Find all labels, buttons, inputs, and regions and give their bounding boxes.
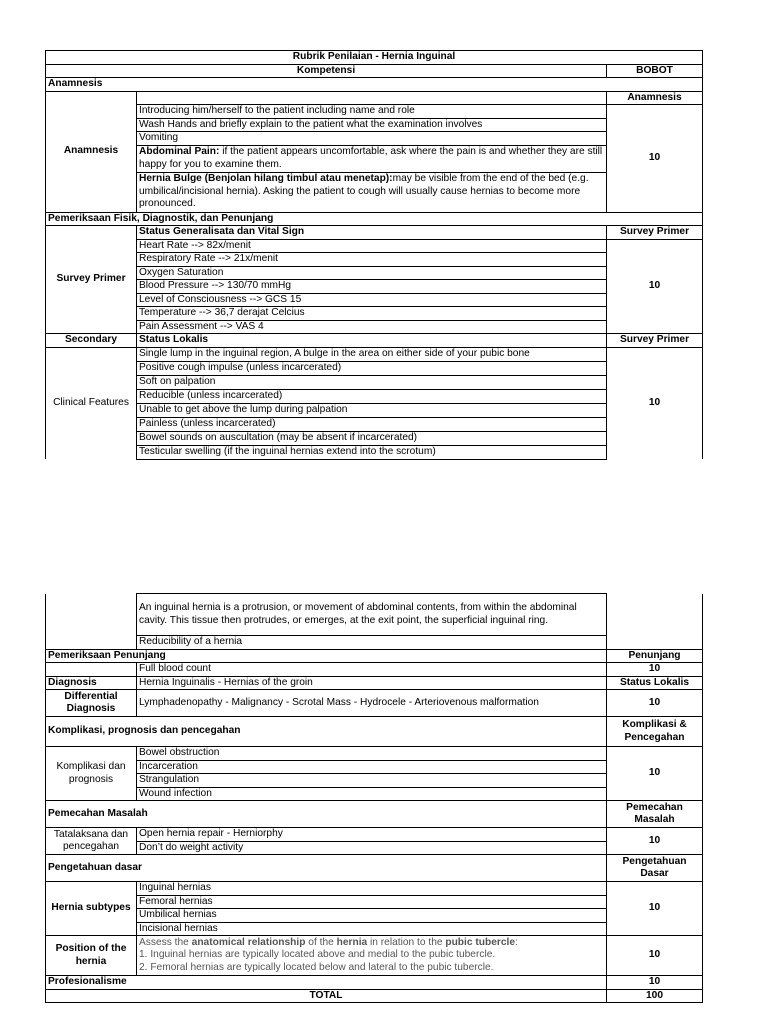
list-item: Painless (unless incarcerated) xyxy=(137,417,607,431)
score-clinical: 10 xyxy=(607,347,703,459)
table-title: Rubrik Penilaian - Hernia Inguinal xyxy=(46,51,703,65)
rubric-table-page1 xyxy=(45,50,703,460)
abdominal-pain-label: Abdominal Pain: xyxy=(139,146,220,157)
list-item: Respiratory Rate --> 21x/menit xyxy=(137,253,607,267)
list-item: Unable to get above the lump during palpation xyxy=(137,403,607,417)
continued-group-cell xyxy=(46,594,137,650)
list-item: Soft on palpation xyxy=(137,375,607,389)
bobot-label-pemecahan: Pemecahan Masalah xyxy=(607,801,703,828)
list-item: Femoral hernias xyxy=(137,895,607,909)
bobot-label-komplikasi: Komplikasi & Pencegahan xyxy=(607,717,703,747)
list-item: Reducibility of a hernia xyxy=(137,636,607,650)
bobot-label-diagnosis: Status Lokalis xyxy=(607,676,703,690)
bobot-label-secondary: Survey Primer xyxy=(607,334,703,348)
total-label: TOTAL xyxy=(46,989,607,1003)
bobot-label-survey: Survey Primer xyxy=(607,226,703,240)
list-item: Heart Rate --> 82x/menit xyxy=(137,239,607,253)
list-item: Pain Assessment --> VAS 4 xyxy=(137,320,607,334)
group-survey-primer: Survey Primer xyxy=(46,226,137,334)
total-score: 100 xyxy=(607,989,703,1003)
kompetensi-header: Kompetensi xyxy=(46,64,607,78)
group-anamnesis: Anamnesis xyxy=(46,91,137,212)
score-profesionalisme: 10 xyxy=(607,976,703,990)
assess-bold-relationship: anatomical relationship xyxy=(191,936,306,948)
section-profesionalisme: Profesionalisme xyxy=(46,976,607,990)
assess-bold-hernia: hernia xyxy=(336,936,368,948)
position-line-2: 2. Femoral hernias are typically located below and lateral to the pubic tubercle. xyxy=(139,961,494,973)
list-item: Wound infection xyxy=(137,787,607,801)
list-item: Oxygen Saturation xyxy=(137,266,607,280)
hernia-bulge-label: Hernia Bulge (Benjolan hilang timbul atau menetap): xyxy=(139,173,393,185)
list-item: Reducible (unless incarcerated) xyxy=(137,389,607,403)
abdominal-pain-text: if the patient appears uncomfortable, ask where the pain is and whether they are still happy for you to examine them. xyxy=(139,146,603,170)
group-hernia-subtypes: Hernia subtypes xyxy=(46,882,137,936)
list-item: Bowel sounds on auscultation (may be absent if incarcerated) xyxy=(137,431,607,445)
score-survey: 10 xyxy=(607,239,703,334)
section-pemeriksaan: Pemeriksaan Fisik, Diagnostik, dan Penunjang xyxy=(46,212,703,226)
list-item: Single lump in the inguinal region, A bulge in the area on either side of your pubic bone xyxy=(137,347,607,361)
blank-cell xyxy=(137,91,607,105)
list-item: Temperature --> 36,7 derajat Celcius xyxy=(137,307,607,321)
bobot-label-penunjang: Penunjang xyxy=(607,649,703,663)
score-anamnesis: 10 xyxy=(607,105,703,213)
list-item: Level of Consciousness --> GCS 15 xyxy=(137,293,607,307)
position-line-1: 1. Inguinal hernias are typically located above and medial to the pubic tubercle. xyxy=(139,949,496,961)
list-item-abdominal-pain xyxy=(137,145,607,172)
list-item: Strangulation xyxy=(137,774,607,788)
list-item: Incarceration xyxy=(137,760,607,774)
score-position: 10 xyxy=(607,936,703,976)
differential-label: Differential Diagnosis xyxy=(46,690,137,717)
section-anamnesis: Anamnesis xyxy=(46,78,703,92)
assess-text: : xyxy=(515,936,518,948)
bobot-header: BOBOT xyxy=(607,64,703,78)
group-komplikasi: Komplikasi dan prognosis xyxy=(46,747,137,801)
score-komplikasi: 10 xyxy=(607,747,703,801)
list-item: Don’t do weight activity xyxy=(137,841,607,855)
assess-text: of the xyxy=(305,936,337,948)
score-pemecahan: 10 xyxy=(607,828,703,855)
list-item: Incisional hernias xyxy=(137,922,607,936)
continued-score-cell xyxy=(607,594,703,650)
blank-cell xyxy=(46,663,137,677)
list-item: Umbilical hernias xyxy=(137,909,607,923)
bobot-label-pengetahuan: Pengetahuan Dasar xyxy=(607,855,703,882)
assess-text: Assess the xyxy=(139,936,192,948)
score-differential: 10 xyxy=(607,690,703,717)
group-clinical-features: Clinical Features xyxy=(46,347,137,459)
assess-text: in relation to the xyxy=(367,936,446,948)
list-item: Vomiting xyxy=(137,132,607,146)
group-tatalaksana: Tatalaksana dan pencegahan xyxy=(46,828,137,855)
diagnosis-label: Diagnosis xyxy=(46,676,137,690)
list-item: Introducing him/herself to the patient including name and role xyxy=(137,105,607,119)
score-pengetahuan: 10 xyxy=(607,882,703,936)
list-item-hernia-bulge xyxy=(137,172,607,212)
section-penunjang: Pemeriksaan Penunjang xyxy=(46,649,607,663)
position-text xyxy=(137,936,607,976)
list-item: Wash Hands and briefly explain to the patient what the examination involves xyxy=(137,118,607,132)
section-pengetahuan: Pengetahuan dasar xyxy=(46,855,607,882)
group-position: Position of the hernia xyxy=(46,936,137,976)
survey-heading: Status Generalisata dan Vital Sign xyxy=(137,226,607,240)
diagnosis-text: Hernia Inguinalis - Hernias of the groin xyxy=(137,676,607,690)
list-item: Blood Pressure --> 130/70 mmHg xyxy=(137,280,607,294)
list-item: Open hernia repair - Herniorphy xyxy=(137,828,607,842)
list-item: Testicular swelling (if the inguinal hernias extend into the scrotum) xyxy=(137,445,607,459)
section-komplikasi: Komplikasi, prognosis dan pencegahan xyxy=(46,717,607,747)
list-item: Full blood count xyxy=(137,663,607,677)
score-penunjang: 10 xyxy=(607,663,703,677)
list-item: Positive cough impulse (unless incarcerated) xyxy=(137,361,607,375)
rubric-table-page2 xyxy=(45,593,703,1003)
list-item: Bowel obstruction xyxy=(137,747,607,761)
section-pemecahan: Pemecahan Masalah xyxy=(46,801,607,828)
list-item: Inguinal hernias xyxy=(137,882,607,896)
assess-bold-pubic: pubic tubercle xyxy=(445,936,515,948)
secondary-heading: Status Lokalis xyxy=(137,334,607,348)
list-item-protrusion: An inguinal hernia is a protrusion, or movement of abdominal contents, from within the abdominal cavity. This tissue then protrudes, or emerges, at the exit point, the superficial inguinal ring. xyxy=(137,594,607,636)
hernia-bulge-text: may be visible from the end of the bed (e.g. umbilical/incisional hernia). Asking the patient to cough will usually cause hernias to become more pronounced. xyxy=(139,173,589,210)
bobot-label-anamnesis: Anamnesis xyxy=(607,91,703,105)
group-secondary: Secondary xyxy=(46,334,137,348)
differential-text: Lymphadenopathy - Malignancy - Scrotal Mass - Hydrocele - Arteriovenous malformation xyxy=(137,690,607,717)
